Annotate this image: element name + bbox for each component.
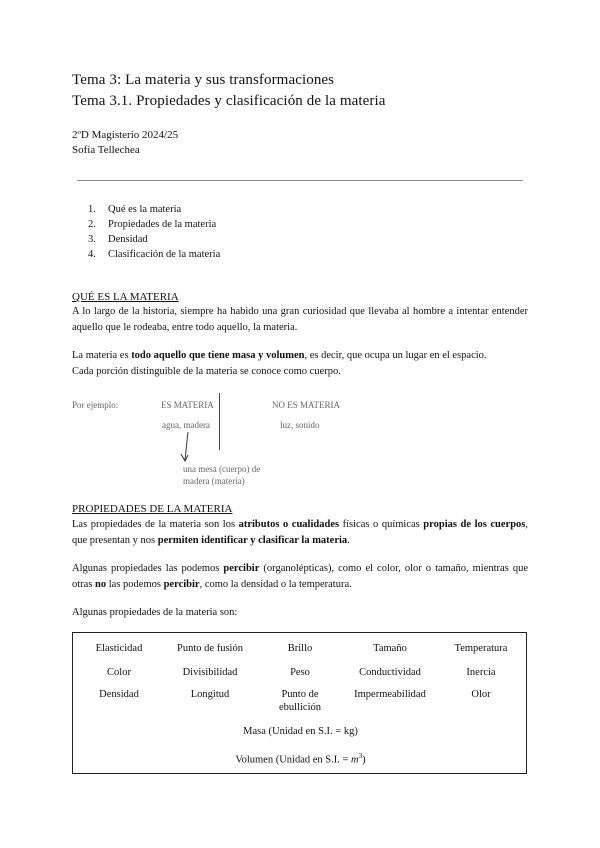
property-cell: Olor xyxy=(471,689,491,700)
section-heading-propiedades: PROPIEDADES DE LA MATERIA xyxy=(72,503,233,515)
es-materia-examples: agua, madera xyxy=(162,420,210,430)
property-cell: Elasticidad xyxy=(95,643,143,654)
paragraph-propiedades: Las propiedades de la materia son los atributos o cualidades físicas o químicas propias de los cuerpos, que presentan y nos permiten identificar y clasificar la materia. xyxy=(72,519,528,546)
toc-item: 4. Clasificación de la materia xyxy=(88,249,221,260)
example-label: Por ejemplo: xyxy=(72,400,119,410)
author-name: Sofía Tellechea xyxy=(72,144,140,156)
paragraph-lista-intro: Algunas propiedades de la materia son: xyxy=(72,607,238,618)
title-line-2: Tema 3.1. Propiedades y clasificación de la materia xyxy=(72,93,386,109)
properties-table xyxy=(72,632,527,774)
toc-item: 3. Densidad xyxy=(88,234,148,245)
toc-item: 2. Propiedades de la materia xyxy=(88,219,217,230)
title-line-1: Tema 3: La materia y sus transformaciones xyxy=(72,72,335,88)
section-heading-materia: QUÉ ES LA MATERIA xyxy=(72,291,179,303)
no-materia-label: NO ES MATERIA xyxy=(272,400,341,410)
property-cell: Temperatura xyxy=(454,643,508,654)
property-cell: Peso xyxy=(290,667,310,678)
property-cell: Color xyxy=(107,667,131,678)
property-cell: Impermeabilidad xyxy=(354,689,426,700)
es-materia-label: ES MATERIA xyxy=(161,400,214,410)
property-cell: Tamaño xyxy=(373,643,407,654)
course-label: 2ºD Magisterio 2024/25 xyxy=(72,129,179,141)
property-cell: Punto de fusión xyxy=(177,643,243,654)
property-cell: Conductividad xyxy=(359,667,421,678)
horizontal-rule xyxy=(77,180,523,181)
example-note: una mesa (cuerpo) de madera (materia) xyxy=(183,464,261,486)
property-cell: Inercia xyxy=(466,667,496,678)
arrow-icon xyxy=(175,430,195,466)
paragraph-definition: La materia es todo aquello que tiene masa y volumen, es decir, que ocupa un lugar en el espacio. Cada porción distinguible de la materia se conoce como cuerpo. xyxy=(72,350,487,377)
no-materia-examples: luz, sonido xyxy=(280,420,320,430)
property-cell: Longitud xyxy=(190,689,230,700)
divider-line xyxy=(219,393,220,450)
property-cell: Brillo xyxy=(287,643,313,654)
property-cell: Punto de ebullición xyxy=(279,689,321,713)
volumen-row: Volumen (Unidad en S.I. = $m^3$) xyxy=(235,752,366,766)
paragraph-percibir: Algunas propiedades las podemos percibir (organolépticas), como el color, olor o tamaño, mientras que otras no las podemos percibir, como la densidad o la temperatura. xyxy=(72,563,528,590)
toc-item: 1. Qué es la materia xyxy=(88,204,182,215)
table-of-contents xyxy=(88,202,220,262)
masa-row: Masa (Unidad en S.I. = kg) xyxy=(243,726,358,737)
paragraph-intro: A lo largo de la historia, siempre ha habido una gran curiosidad que llevaba al hombre a intentar entender aquello que le rodeaba, entre todo aquello, la materia. xyxy=(72,306,528,333)
property-cell: Densidad xyxy=(99,689,139,700)
property-cell: Divisibilidad xyxy=(182,667,238,678)
